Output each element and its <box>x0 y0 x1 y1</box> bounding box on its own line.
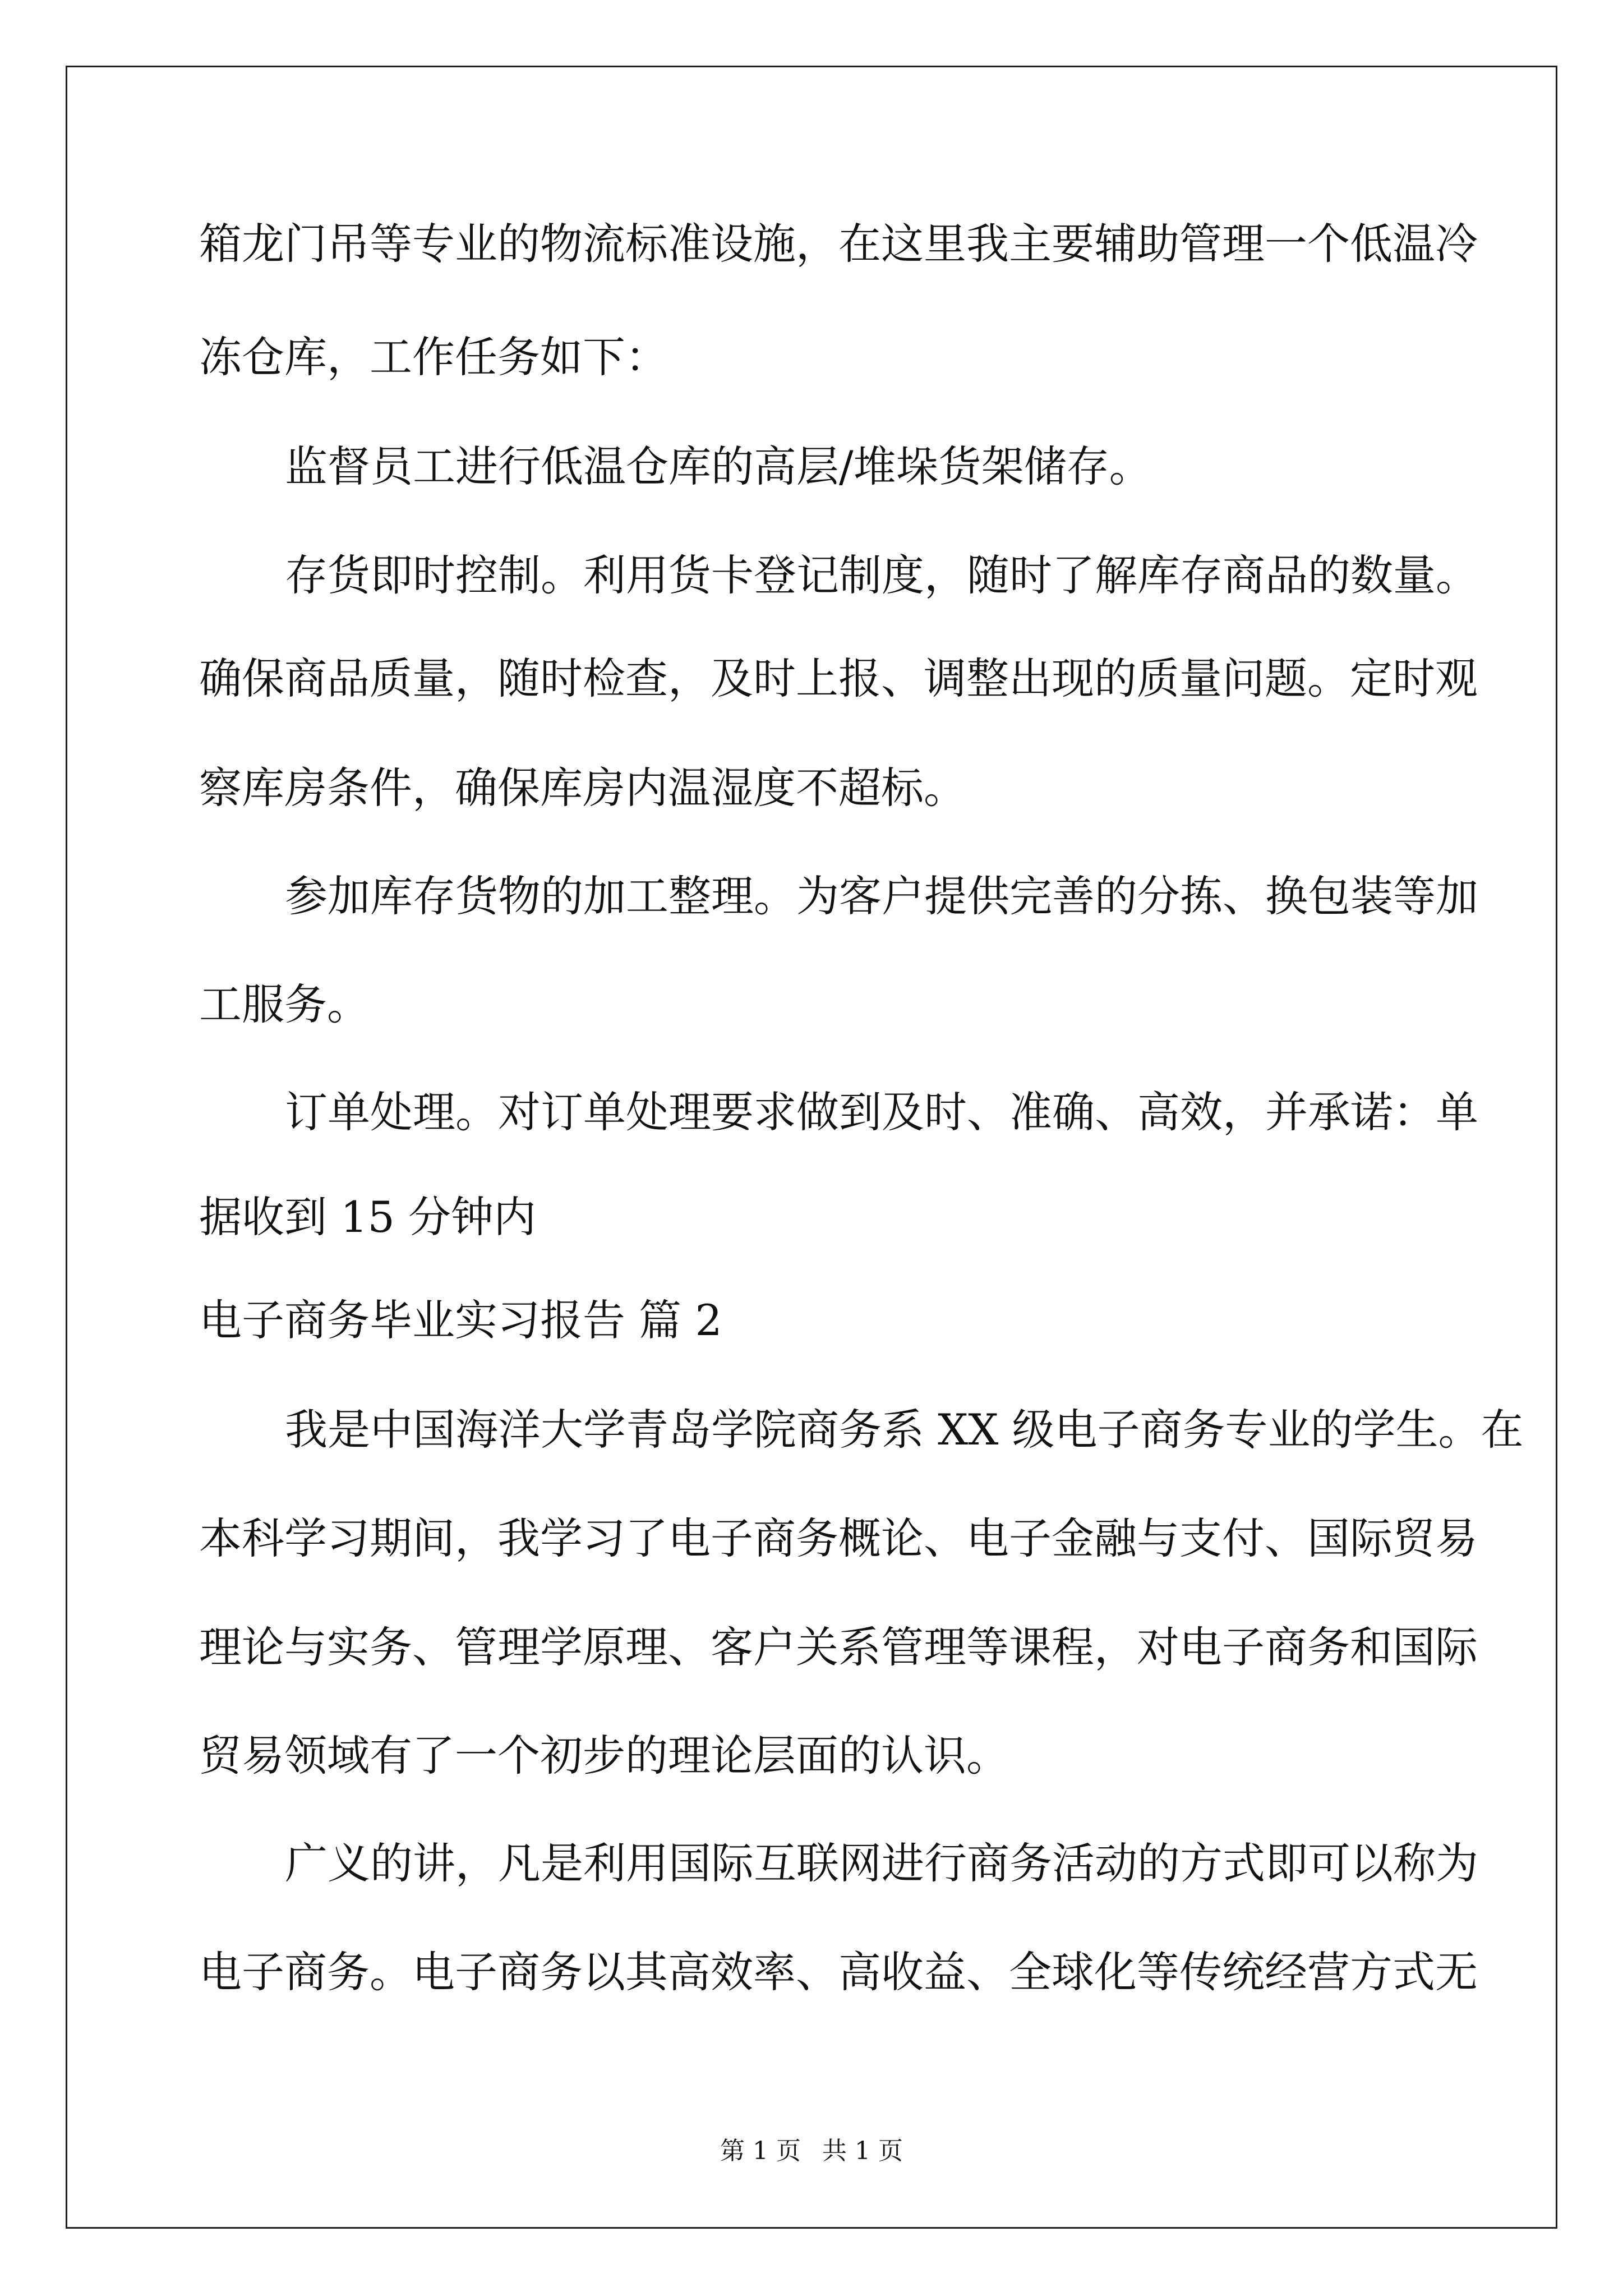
text-line: 监督员工进行低温仓库的高层/堆垛货架储存。 <box>285 441 1152 491</box>
text-line: 广义的讲，凡是利用国际互联网进行商务活动的方式即可以称为 <box>285 1838 1478 1888</box>
text-line: 确保商品质量，随时检查，及时上报、调整出现的质量问题。定时观 <box>199 654 1478 703</box>
text-line: 察库房条件，确保库房内温湿度不超标。 <box>199 763 966 813</box>
text-line: 存货即时控制。利用货卡登记制度，随时了解库存商品的数量。 <box>285 550 1478 600</box>
section-heading: 电子商务毕业实习报告 篇 2 <box>199 1295 722 1345</box>
page-border <box>66 66 1557 2229</box>
text-line: 箱龙门吊等专业的物流标准设施，在这里我主要辅助管理一个低温冷 <box>199 219 1478 269</box>
text-line: 我是中国海洋大学青岛学院商务系 XX 级电子商务专业的学生。在 <box>285 1405 1524 1455</box>
page-number: 第 1 页 <box>720 2137 801 2165</box>
text-line: 据收到 15 分钟内 <box>199 1192 537 1242</box>
text-line: 工服务。 <box>199 979 370 1029</box>
text-line: 订单处理。对订单处理要求做到及时、准确、高效，并承诺：单 <box>285 1087 1478 1137</box>
page-total: 共 1 页 <box>822 2137 903 2165</box>
text-line: 参加库存货物的加工整理。为客户提供完善的分拣、换包装等加 <box>285 871 1478 921</box>
text-line: 贸易领域有了一个初步的理论层面的认识。 <box>199 1731 1009 1780</box>
text-line: 理论与实务、管理学原理、客户关系管理等课程，对电子商务和国际 <box>199 1622 1478 1672</box>
text-line: 冻仓库，工作任务如下： <box>199 332 668 382</box>
text-line: 本科学习期间，我学习了电子商务概论、电子金融与支付、国际贸易 <box>199 1513 1478 1563</box>
text-line: 电子商务。电子商务以其高效率、高收益、全球化等传统经营方式无 <box>199 1947 1478 1997</box>
page-footer <box>0 2134 1623 2168</box>
